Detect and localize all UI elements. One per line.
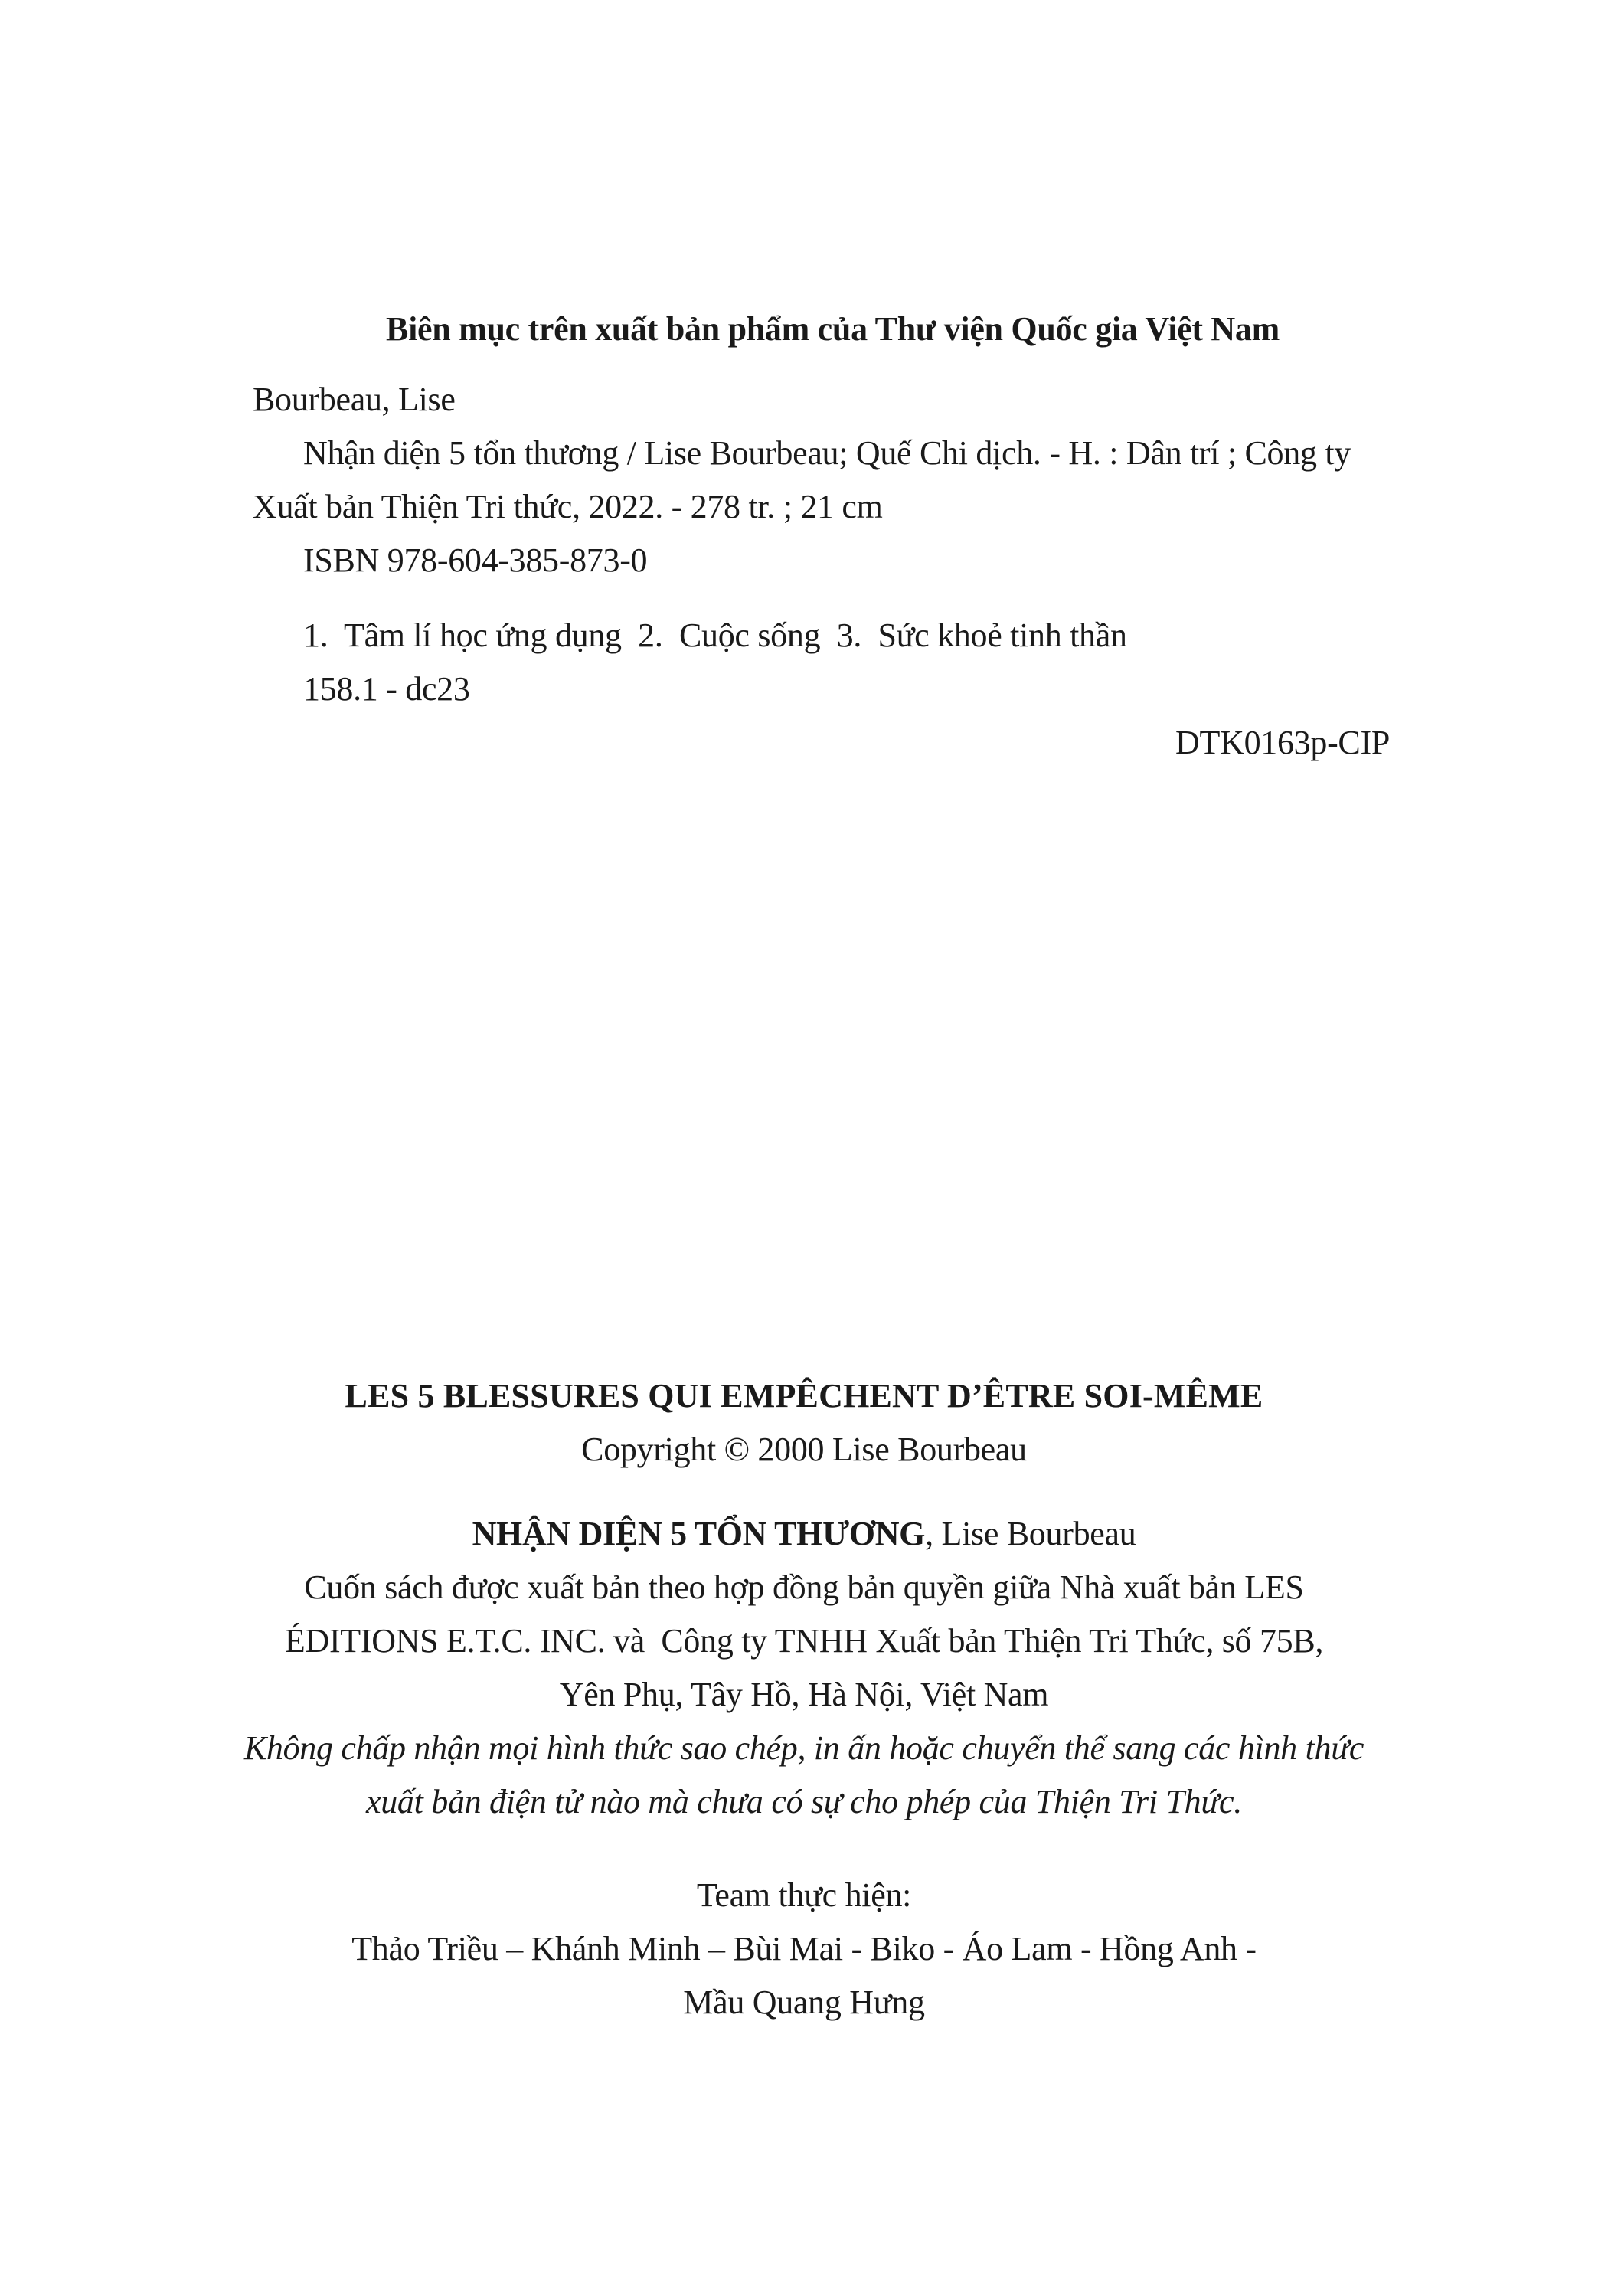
cip-author-line: Bourbeau, Lise bbox=[253, 381, 456, 418]
cip-entry-line-2: Xuất bản Thiện Tri thức, 2022. - 278 tr. ; 21 cm bbox=[253, 488, 883, 525]
colophon-block bbox=[0, 1369, 1608, 2029]
vietnamese-title-author: , Lise Bourbeau bbox=[925, 1515, 1136, 1552]
copyright-line: Copyright © 2000 Lise Bourbeau bbox=[581, 1431, 1027, 1468]
cip-code: DTK0163p-CIP bbox=[1175, 724, 1390, 761]
cip-isbn-line: ISBN 978-604-385-873-0 bbox=[303, 541, 648, 579]
license-line-2: ÉDITIONS E.T.C. INC. và Công ty TNHH Xuất bản Thiện Tri Thức, số 75B, bbox=[284, 1622, 1324, 1660]
cip-subjects-line: 1. Tâm lí học ứng dụng 2. Cuộc sống 3. Sức khoẻ tinh thần bbox=[303, 617, 1127, 654]
vietnamese-title: NHẬN DIỆN 5 TỔN THƯƠNG bbox=[472, 1515, 926, 1552]
license-line-1: Cuốn sách được xuất bản theo hợp đồng bản quyền giữa Nhà xuất bản LES bbox=[304, 1568, 1304, 1606]
cip-entry-line-1: Nhận diện 5 tổn thương / Lise Bourbeau; Quế Chi dịch. - H. : Dân trí ; Công ty bbox=[303, 434, 1351, 472]
team-heading: Team thực hiện: bbox=[696, 1876, 912, 1914]
team-line-2: Mầu Quang Hưng bbox=[683, 1984, 925, 2021]
notice-line-1: Không chấp nhận mọi hình thức sao chép, in ấn hoặc chuyển thể sang các hình thức bbox=[243, 1729, 1365, 1767]
notice-line-2: xuất bản điện tử nào mà chưa có sự cho phép của Thiện Tri Thức. bbox=[366, 1783, 1242, 1820]
cip-ddc-line: 158.1 - dc23 bbox=[303, 670, 470, 708]
original-title: LES 5 BLESSURES QUI EMPÊCHENT D’ÊTRE SOI-MÊME bbox=[345, 1377, 1263, 1415]
team-line-1: Thảo Triều – Khánh Minh – Bùi Mai - Biko - Áo Lam - Hồng Anh - bbox=[351, 1930, 1257, 1967]
license-line-3: Yên Phụ, Tây Hồ, Hà Nội, Việt Nam bbox=[559, 1676, 1049, 1713]
cip-heading: Biên mục trên xuất bản phẩm của Thư viện Quốc gia Việt Nam bbox=[386, 310, 1280, 348]
vietnamese-title-line bbox=[0, 1507, 1608, 1561]
cip-block bbox=[253, 303, 1413, 770]
